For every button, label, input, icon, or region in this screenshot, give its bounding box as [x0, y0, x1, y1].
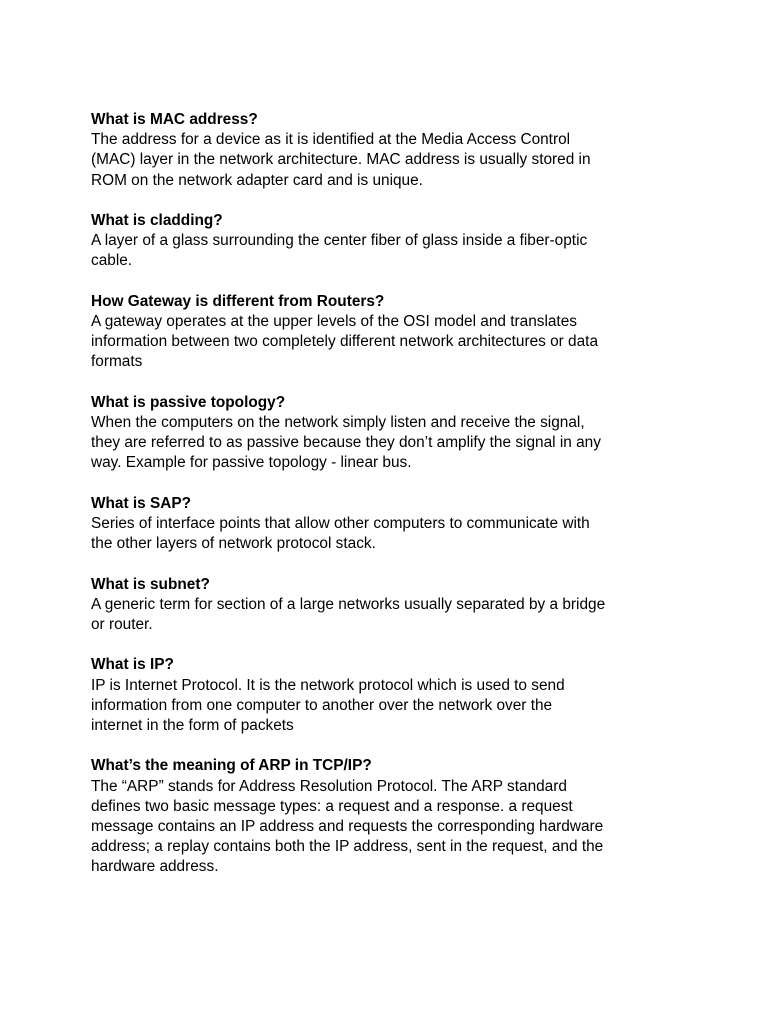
answer-line: (MAC) layer in the network architecture. MAC address is usually stored in — [91, 151, 591, 169]
answer-line: The address for a device as it is identified at the Media Access Control — [91, 131, 571, 149]
answer-line: the other layers of network protocol stack. — [91, 535, 376, 553]
document-page — [91, 110, 691, 898]
answer-line: they are referred to as passive because they don’t amplify the signal in any — [91, 434, 601, 452]
answer-text — [91, 312, 691, 373]
question-heading: What’s the meaning of ARP in TCP/IP? — [91, 757, 372, 775]
answer-line: internet in the form of packets — [91, 717, 294, 734]
qa-ip — [91, 655, 691, 736]
answer-text — [91, 676, 691, 737]
qa-mac-address — [91, 110, 691, 191]
answer-line: message contains an IP address and requests the corresponding hardware — [91, 818, 604, 835]
answer-line: hardware address. — [91, 858, 219, 876]
qa-passive-topology — [91, 393, 691, 474]
answer-text — [91, 231, 691, 271]
question-heading: How Gateway is different from Routers? — [91, 292, 385, 310]
answer-line: A generic term for section of a large networks usually separated by a bridge — [91, 595, 606, 613]
question-heading: What is subnet? — [91, 575, 210, 593]
question-heading: What is IP? — [91, 656, 174, 674]
answer-line: address; a replay contains both the IP address, sent in the request, and the — [91, 838, 604, 856]
qa-sap — [91, 494, 691, 555]
answer-line: or router. — [91, 616, 153, 633]
answer-line: When the computers on the network simply listen and receive the signal, — [91, 414, 585, 431]
answer-line: way. Example for passive topology - linear bus. — [91, 454, 412, 472]
answer-text — [91, 130, 691, 191]
qa-gateway-vs-routers — [91, 292, 691, 373]
qa-arp — [91, 756, 691, 877]
answer-line: ROM on the network adapter card and is unique. — [91, 171, 423, 189]
answer-line: A layer of a glass surrounding the center fiber of glass inside a fiber-optic — [91, 232, 588, 250]
answer-line: The “ARP” stands for Address Resolution Protocol. The ARP standard — [91, 777, 567, 795]
answer-line: A gateway operates at the upper levels of the OSI model and translates — [91, 313, 577, 330]
answer-line: Series of interface points that allow other computers to communicate with — [91, 515, 590, 532]
question-heading: What is SAP? — [91, 494, 192, 512]
answer-text — [91, 413, 691, 474]
answer-line: information between two completely different network architectures or data — [91, 333, 599, 351]
answer-line: formats — [91, 353, 143, 371]
question-heading: What is cladding? — [91, 212, 223, 229]
qa-subnet — [91, 575, 691, 636]
answer-text — [91, 595, 691, 635]
question-heading: What is MAC address? — [91, 111, 258, 128]
question-heading: What is passive topology? — [91, 393, 286, 411]
answer-text — [91, 514, 691, 554]
answer-line: IP is Internet Protocol. It is the network protocol which is used to send — [91, 676, 565, 694]
answer-line: information from one computer to another over the network over the — [91, 696, 553, 714]
qa-cladding — [91, 211, 691, 272]
answer-text — [91, 777, 691, 878]
answer-line: cable. — [91, 252, 133, 270]
answer-line: defines two basic message types: a request and a response. a request — [91, 797, 573, 815]
